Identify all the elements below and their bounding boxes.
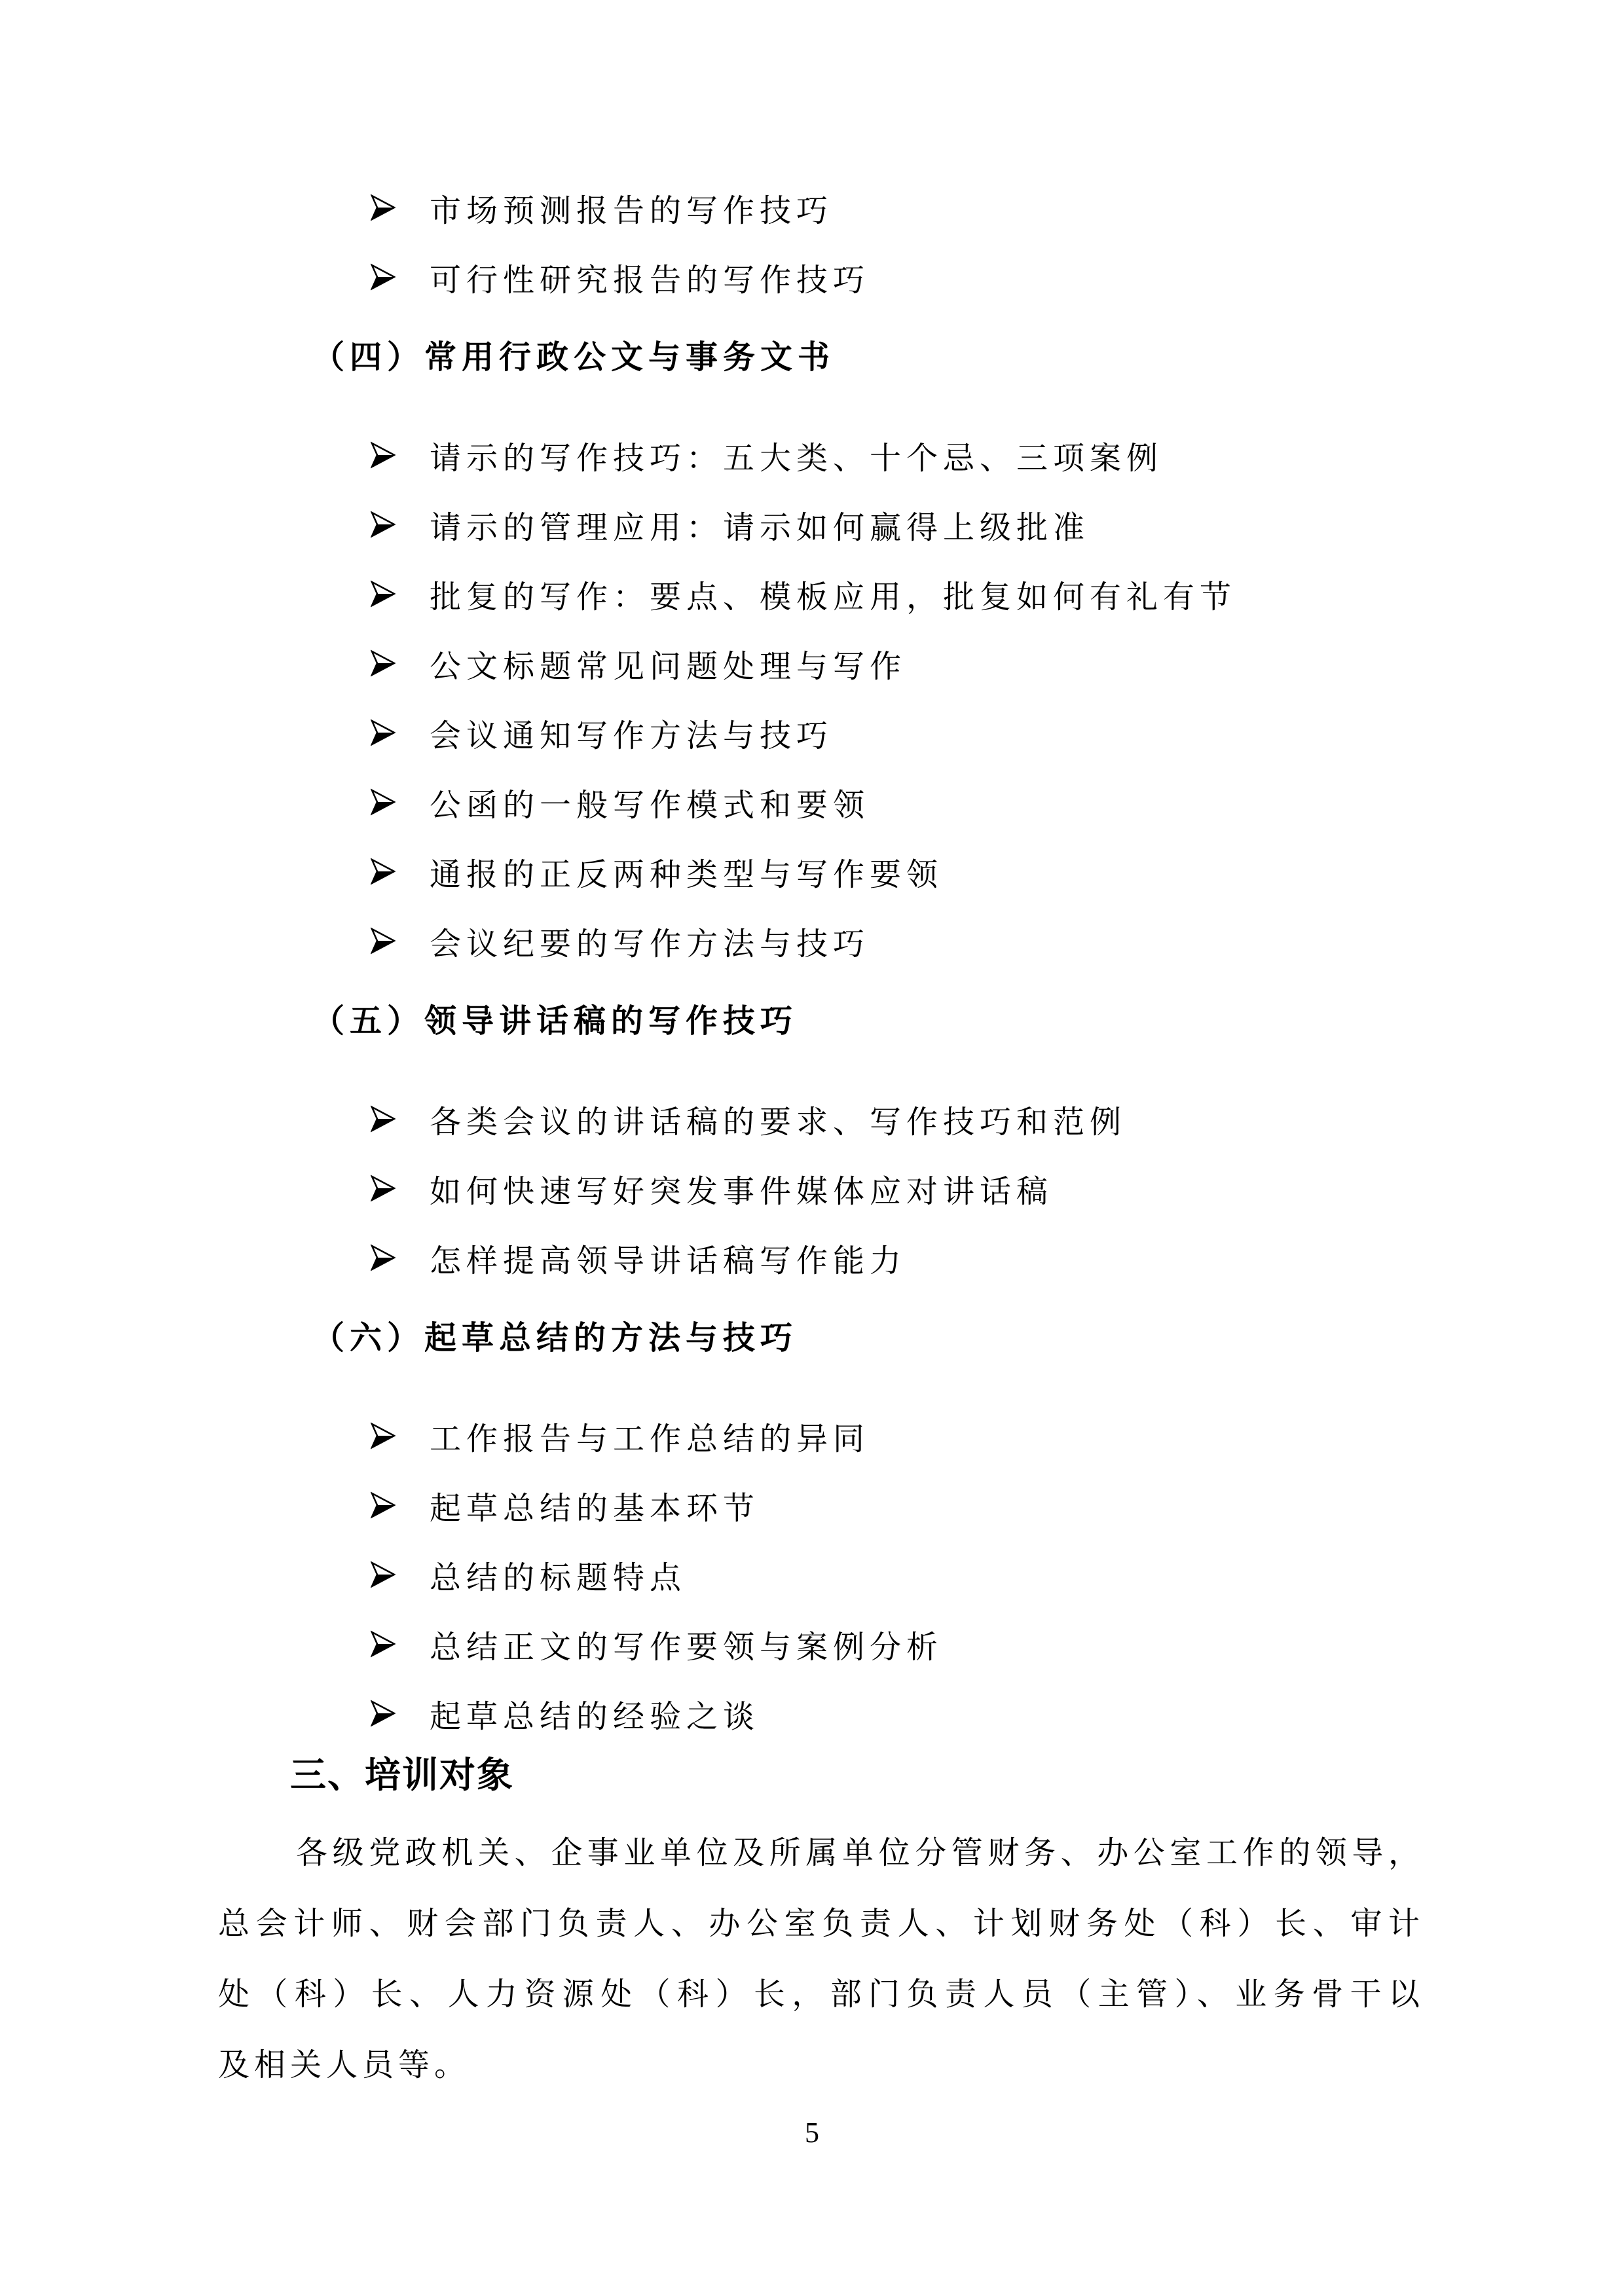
list-item-text: 怎样提高领导讲话稿写作能力 (430, 1243, 907, 1279)
list-item (0, 1223, 1624, 1292)
list-item-text: 请示的写作技巧：五大类、十个忌、三项案例 (430, 441, 1164, 476)
arrowhead-bullet-icon (371, 1175, 396, 1202)
list-item-text: 通报的正反两种类型与写作要领 (430, 857, 944, 892)
list-item-text: 请示的管理应用：请示如何赢得上级批准 (430, 510, 1090, 545)
arrowhead-bullet-icon (371, 649, 396, 677)
paragraph-line: 各级党政机关、企事业单位及所属单位分管财务、办公室工作的领导， (296, 1836, 1424, 1870)
arrowhead-bullet-icon (371, 927, 396, 955)
page-heading: 三、培训对象 (290, 1755, 515, 1795)
arrowhead-bullet-icon (371, 788, 396, 816)
arrowhead-bullet-icon (371, 1630, 396, 1658)
arrowhead-bullet-icon (371, 1244, 396, 1271)
list-item (0, 1679, 1624, 1748)
list-item (0, 906, 1624, 975)
list-item (0, 1084, 1624, 1154)
arrowhead-bullet-icon (371, 441, 396, 469)
paragraph-line: 及相关人员等。 (218, 2048, 471, 2083)
page-number: 5 (805, 2117, 819, 2149)
list-item (0, 767, 1624, 837)
list-item (0, 837, 1624, 906)
list-item (0, 173, 1624, 242)
paragraph-line: 处（科）长、人力资源处（科）长，部门负责人员（主管）、业务骨干以 (218, 1977, 1424, 2012)
arrowhead-bullet-icon (371, 1561, 396, 1588)
list-item-text: 会议纪要的写作方法与技巧 (430, 926, 870, 962)
list-item-text: 起草总结的基本环节 (430, 1491, 760, 1526)
arrowhead-bullet-icon (371, 1700, 396, 1727)
list-item-text: 总结正文的写作要领与案例分析 (430, 1630, 944, 1665)
arrowhead-bullet-icon (371, 511, 396, 538)
list-item (0, 1154, 1624, 1223)
arrowhead-bullet-icon (371, 1105, 396, 1133)
list-item-text: 工作报告与工作总结的异同 (430, 1421, 870, 1457)
list-item (0, 1470, 1624, 1540)
list-item (0, 242, 1624, 312)
list-item-text: 可行性研究报告的写作技巧 (430, 263, 870, 298)
list-item (0, 490, 1624, 559)
list-item (0, 420, 1624, 490)
list-item (0, 559, 1624, 629)
list-item (0, 1609, 1624, 1679)
arrowhead-bullet-icon (371, 263, 396, 291)
arrowhead-bullet-icon (371, 1491, 396, 1519)
arrowhead-bullet-icon (371, 194, 396, 221)
list-item (0, 698, 1624, 767)
arrowhead-bullet-icon (371, 719, 396, 746)
outline-list (0, 173, 1624, 1748)
section-header: （六）起草总结的方法与技巧 (312, 1320, 798, 1356)
list-item-text: 各类会议的讲话稿的要求、写作技巧和范例 (430, 1104, 1127, 1140)
paragraph-line: 总会计师、财会部门负责人、办公室负责人、计划财务处（科）长、审计 (218, 1906, 1424, 1941)
list-item-text: 如何快速写好突发事件媒体应对讲话稿 (430, 1174, 1054, 1209)
list-item-text: 公文标题常见问题处理与写作 (430, 649, 907, 684)
list-item (0, 1401, 1624, 1470)
list-item-text: 起草总结的经验之谈 (430, 1699, 760, 1734)
list-item-text: 公函的一般写作模式和要领 (430, 788, 870, 823)
list-item-text: 总结的标题特点 (430, 1560, 687, 1595)
arrowhead-bullet-icon (371, 580, 396, 608)
arrowhead-bullet-icon (371, 858, 396, 885)
section-header: （五）领导讲话稿的写作技巧 (312, 1003, 798, 1039)
list-item-text: 会议通知写作方法与技巧 (430, 718, 834, 754)
list-item-text: 市场预测报告的写作技巧 (430, 193, 834, 228)
section-header: （四）常用行政公文与事务文书 (312, 339, 836, 375)
list-item (0, 629, 1624, 698)
body-paragraph (218, 1818, 1424, 2101)
list-item (0, 1540, 1624, 1609)
list-item-text: 批复的写作：要点、模板应用，批复如何有礼有节 (430, 579, 1237, 615)
arrowhead-bullet-icon (371, 1422, 396, 1449)
